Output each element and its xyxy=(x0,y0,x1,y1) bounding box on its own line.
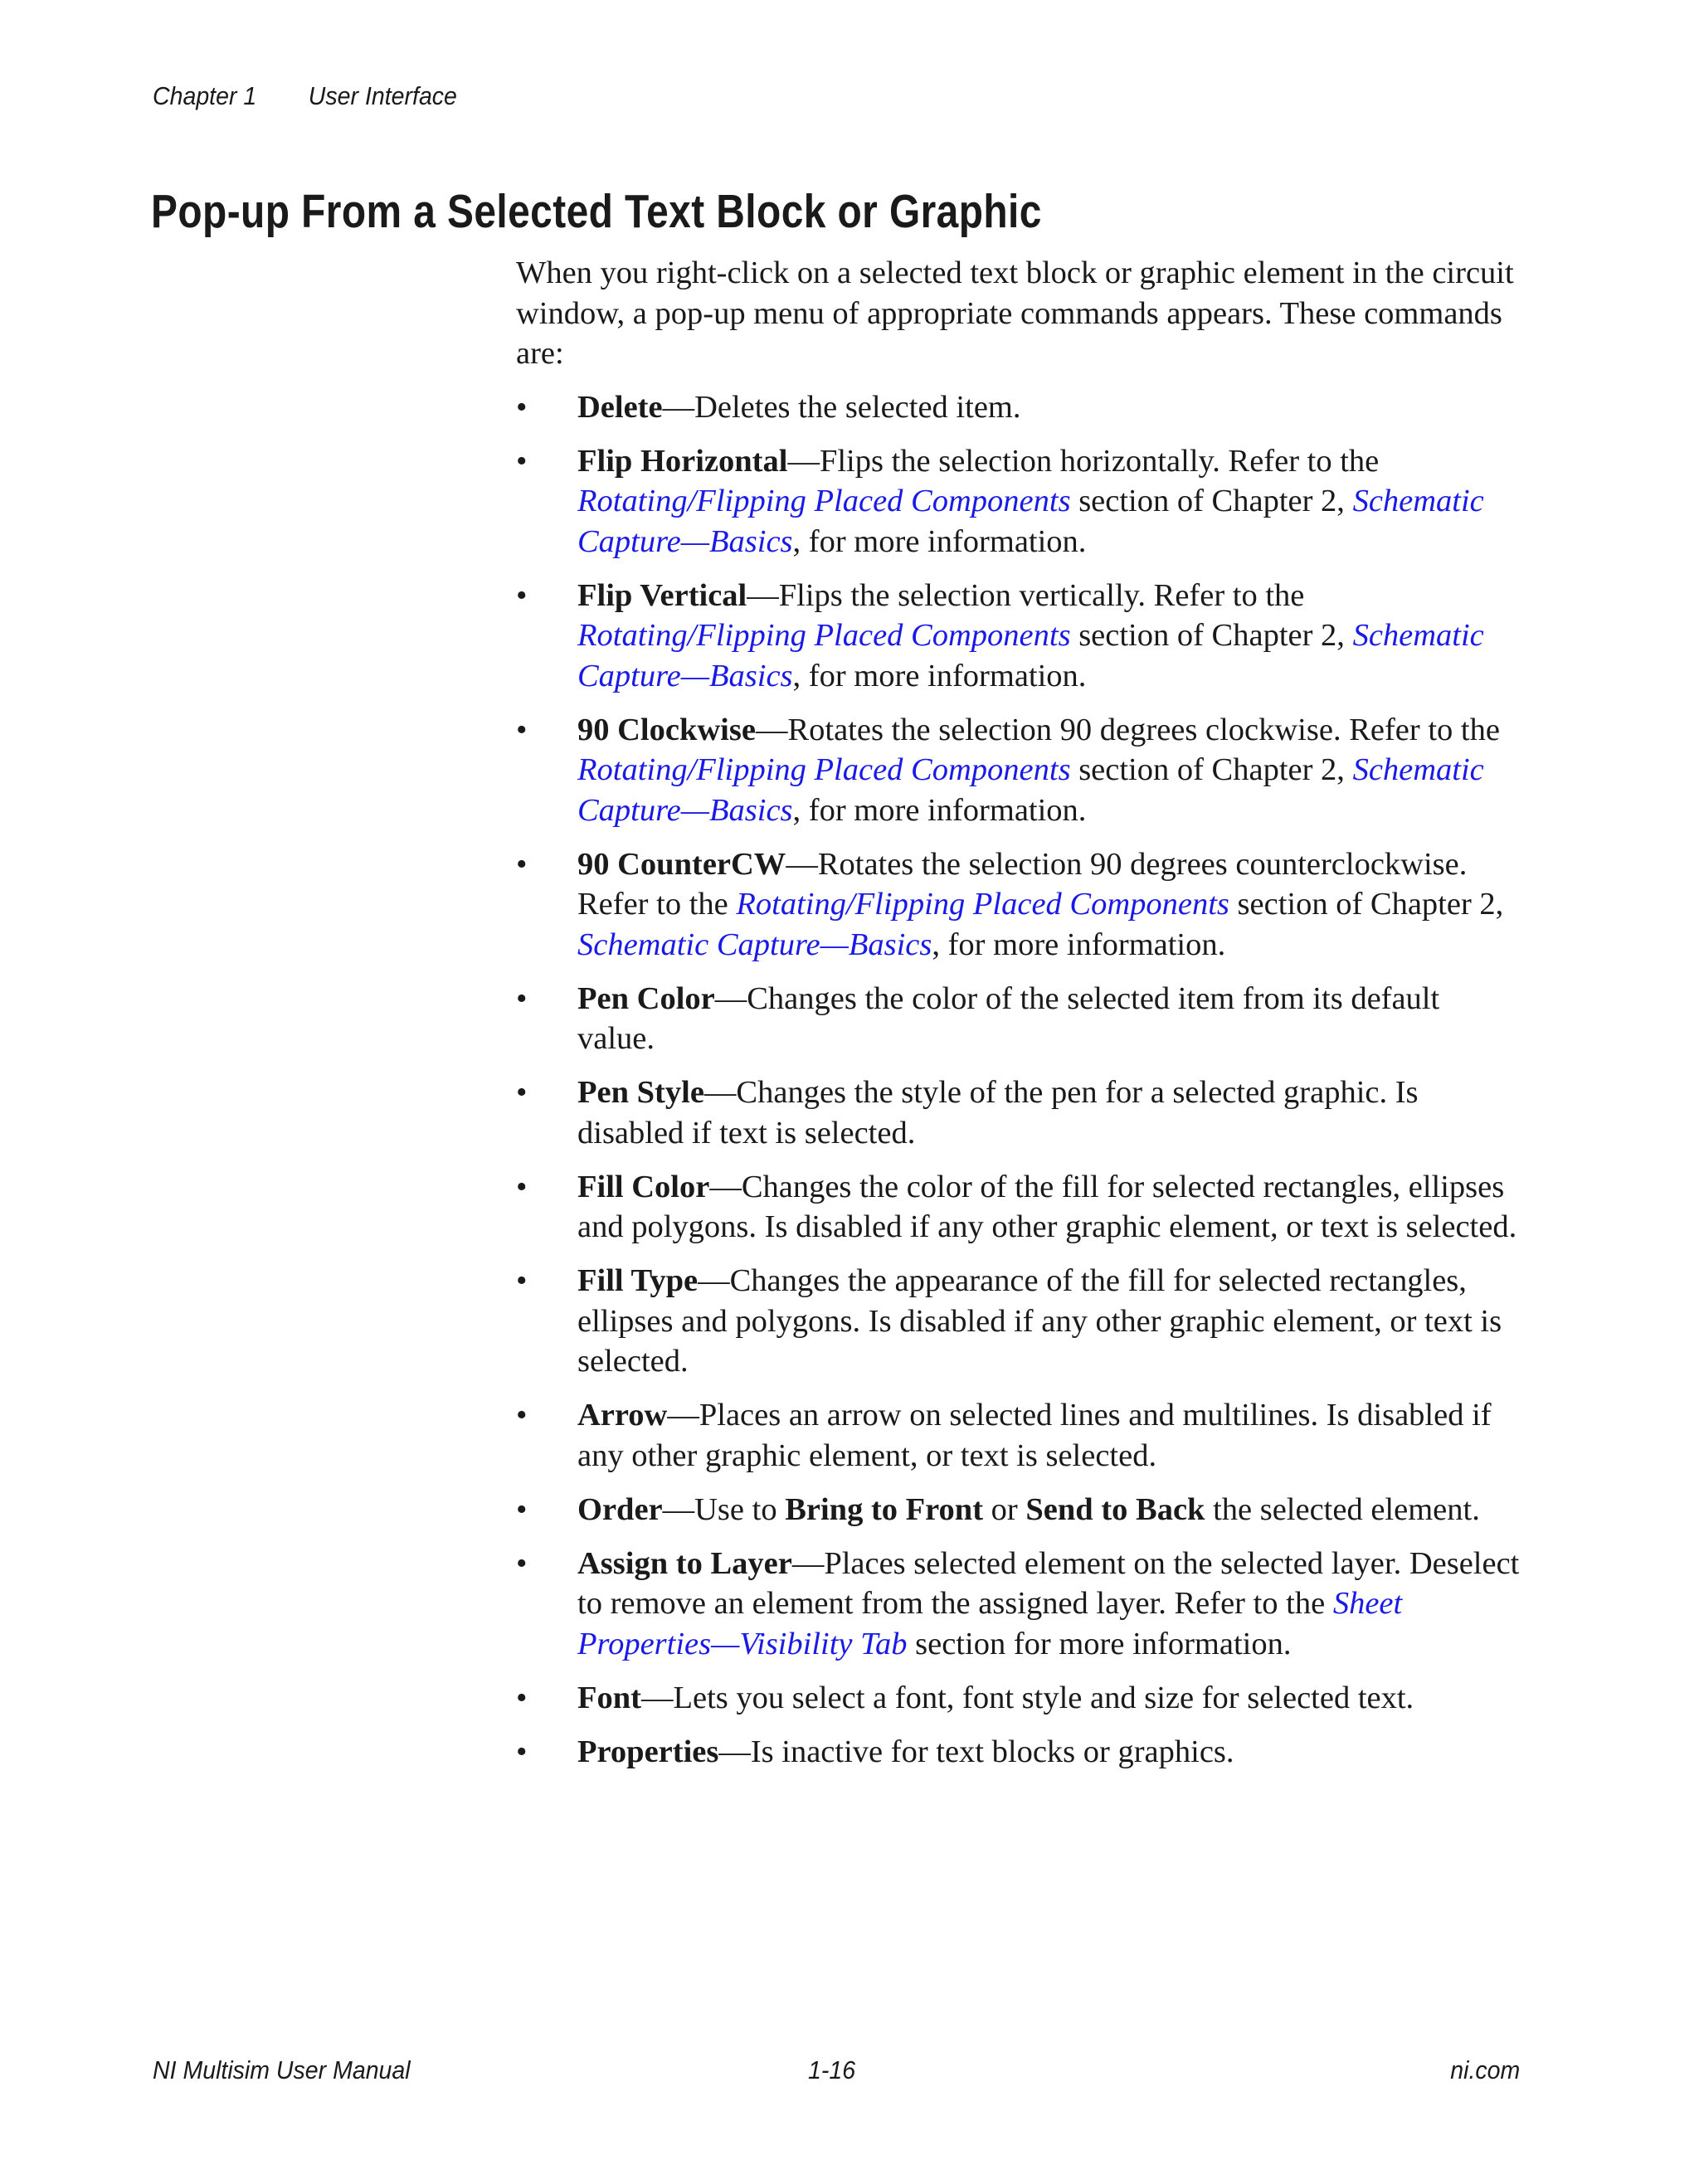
chapter-title: User Interface xyxy=(308,81,457,110)
description: —Deletes the selected item. xyxy=(662,389,1021,425)
bullet-icon: • xyxy=(516,980,528,1016)
body-column xyxy=(516,253,1520,1786)
term-fill-type: Fill Type xyxy=(577,1263,699,1298)
bullet-icon: • xyxy=(516,577,528,613)
term-arrow: Arrow xyxy=(577,1398,668,1432)
description-end: , for more information. xyxy=(792,658,1087,693)
description-mid: section of Chapter 2, xyxy=(1070,618,1353,653)
bullet-icon: • xyxy=(516,1263,528,1298)
intro-paragraph: When you right-click on a selected text block or graphic element in the circuit window, a pop-up menu of appropriate commands appears. These commands are: xyxy=(516,255,1514,371)
list-item-90-counterclockwise xyxy=(516,844,1520,966)
list-item-flip-vertical xyxy=(516,576,1520,697)
description: —Flips the selection vertically. Refer to the xyxy=(747,577,1305,613)
link-rotating-flipping[interactable]: Rotating/Flipping Placed Components xyxy=(577,484,1071,518)
description: —Places selected element on the selected layer. Deselect to remove an element from the assigned layer. Refer to the xyxy=(577,1545,1520,1621)
term-bring-to-front: Bring to Front xyxy=(785,1491,984,1527)
bullet-icon: • xyxy=(516,1491,528,1527)
link-schematic-capture-basics[interactable]: Schematic Capture—Basics xyxy=(577,484,1484,559)
bullet-icon: • xyxy=(516,389,528,425)
list-item-pen-color xyxy=(516,979,1520,1059)
description-mid: section of Chapter 2, xyxy=(1070,752,1353,787)
chapter-number: Chapter 1 xyxy=(153,81,257,110)
bullet-icon: • xyxy=(516,1734,528,1769)
term-90-counterclockwise: 90 CounterCW xyxy=(577,846,786,882)
description-end: section for more information. xyxy=(907,1626,1292,1661)
section-heading: Pop-up From a Selected Text Block or Graphic xyxy=(151,185,1042,238)
bullet-icon: • xyxy=(516,1545,528,1581)
description: —Changes the appearance of the fill for selected rectangles, ellipses and polygons. Is disabled if any other graphic element, or text is selected. xyxy=(577,1263,1502,1379)
term-pen-color: Pen Color xyxy=(577,980,715,1016)
description: —Places an arrow on selected lines and multilines. Is disabled if any other graphic element, or text is selected. xyxy=(577,1398,1492,1473)
link-rotating-flipping[interactable]: Rotating/Flipping Placed Components xyxy=(577,752,1071,787)
description-end: , for more information. xyxy=(792,792,1087,828)
link-schematic-capture-basics[interactable]: Schematic Capture—Basics xyxy=(577,618,1484,693)
description: —Is inactive for text blocks or graphics. xyxy=(718,1734,1234,1769)
bullet-icon: • xyxy=(516,1075,528,1110)
list-item-flip-horizontal xyxy=(516,441,1520,562)
term-font: Font xyxy=(577,1680,641,1715)
term-properties: Properties xyxy=(577,1734,719,1769)
term-order: Order xyxy=(577,1491,663,1527)
bullet-icon: • xyxy=(516,443,528,479)
bullet-icon: • xyxy=(516,1680,528,1715)
description: —Changes the color of the selected item from its default value. xyxy=(577,980,1440,1056)
list-item-fill-type xyxy=(516,1261,1520,1382)
running-header xyxy=(153,81,457,111)
description: —Rotates the selection 90 degrees clockwise. Refer to the xyxy=(755,712,1500,747)
link-sheet-properties-visibility-tab[interactable]: Sheet Properties—Visibility Tab xyxy=(577,1586,1403,1661)
description-end: , for more information. xyxy=(792,523,1087,559)
list-item-order xyxy=(516,1490,1520,1530)
list-item-delete xyxy=(516,387,1520,428)
description-end: the selected element. xyxy=(1205,1491,1480,1527)
bullet-icon: • xyxy=(516,1169,528,1204)
term-assign-to-layer: Assign to Layer xyxy=(577,1545,792,1581)
list-item-properties xyxy=(516,1732,1520,1773)
link-schematic-capture-basics[interactable]: Schematic Capture—Basics xyxy=(577,752,1484,828)
link-schematic-capture-basics[interactable]: Schematic Capture—Basics xyxy=(577,927,932,962)
description-mid: or xyxy=(983,1491,1026,1527)
description: —Changes the style of the pen for a selected graphic. Is disabled if text is selected. xyxy=(577,1075,1419,1150)
description: —Rotates the selection 90 degrees counterclockwise. Refer to the xyxy=(577,846,1468,922)
footer-website[interactable]: ni.com xyxy=(1449,2055,1520,2084)
term-flip-vertical: Flip Vertical xyxy=(577,577,747,613)
list-item-arrow xyxy=(516,1395,1520,1476)
list-item-90-clockwise xyxy=(516,710,1520,831)
footer-manual-title: NI Multisim User Manual xyxy=(153,2055,411,2084)
list-item-pen-style xyxy=(516,1073,1520,1153)
term-delete: Delete xyxy=(577,389,663,425)
list-item-font xyxy=(516,1678,1520,1719)
bullet-icon: • xyxy=(516,1398,528,1432)
description: —Changes the color of the fill for selected rectangles, ellipses and polygons. Is disabled if any other graphic element, or text is selected. xyxy=(577,1169,1517,1244)
term-fill-color: Fill Color xyxy=(577,1169,710,1204)
bullet-icon: • xyxy=(516,712,528,747)
description-mid: section of Chapter 2, xyxy=(1229,887,1504,922)
term-send-to-back: Send to Back xyxy=(1025,1491,1205,1527)
command-list xyxy=(516,387,1520,1773)
bullet-icon: • xyxy=(516,846,528,882)
term-90-clockwise: 90 Clockwise xyxy=(577,712,756,747)
link-rotating-flipping[interactable]: Rotating/Flipping Placed Components xyxy=(577,618,1071,653)
link-rotating-flipping[interactable]: Rotating/Flipping Placed Components xyxy=(736,887,1229,922)
list-item-fill-color xyxy=(516,1167,1520,1248)
description: —Flips the selection horizontally. Refer to the xyxy=(787,443,1380,479)
description: —Use to xyxy=(662,1491,786,1527)
description: —Lets you select a font, font style and size for selected text. xyxy=(641,1680,1414,1715)
footer-page-number: 1-16 xyxy=(808,2055,856,2084)
description-end: , for more information. xyxy=(932,927,1226,962)
list-item-assign-to-layer xyxy=(516,1544,1520,1665)
term-flip-horizontal: Flip Horizontal xyxy=(577,443,788,479)
description-mid: section of Chapter 2, xyxy=(1070,484,1353,518)
term-pen-style: Pen Style xyxy=(577,1075,704,1110)
